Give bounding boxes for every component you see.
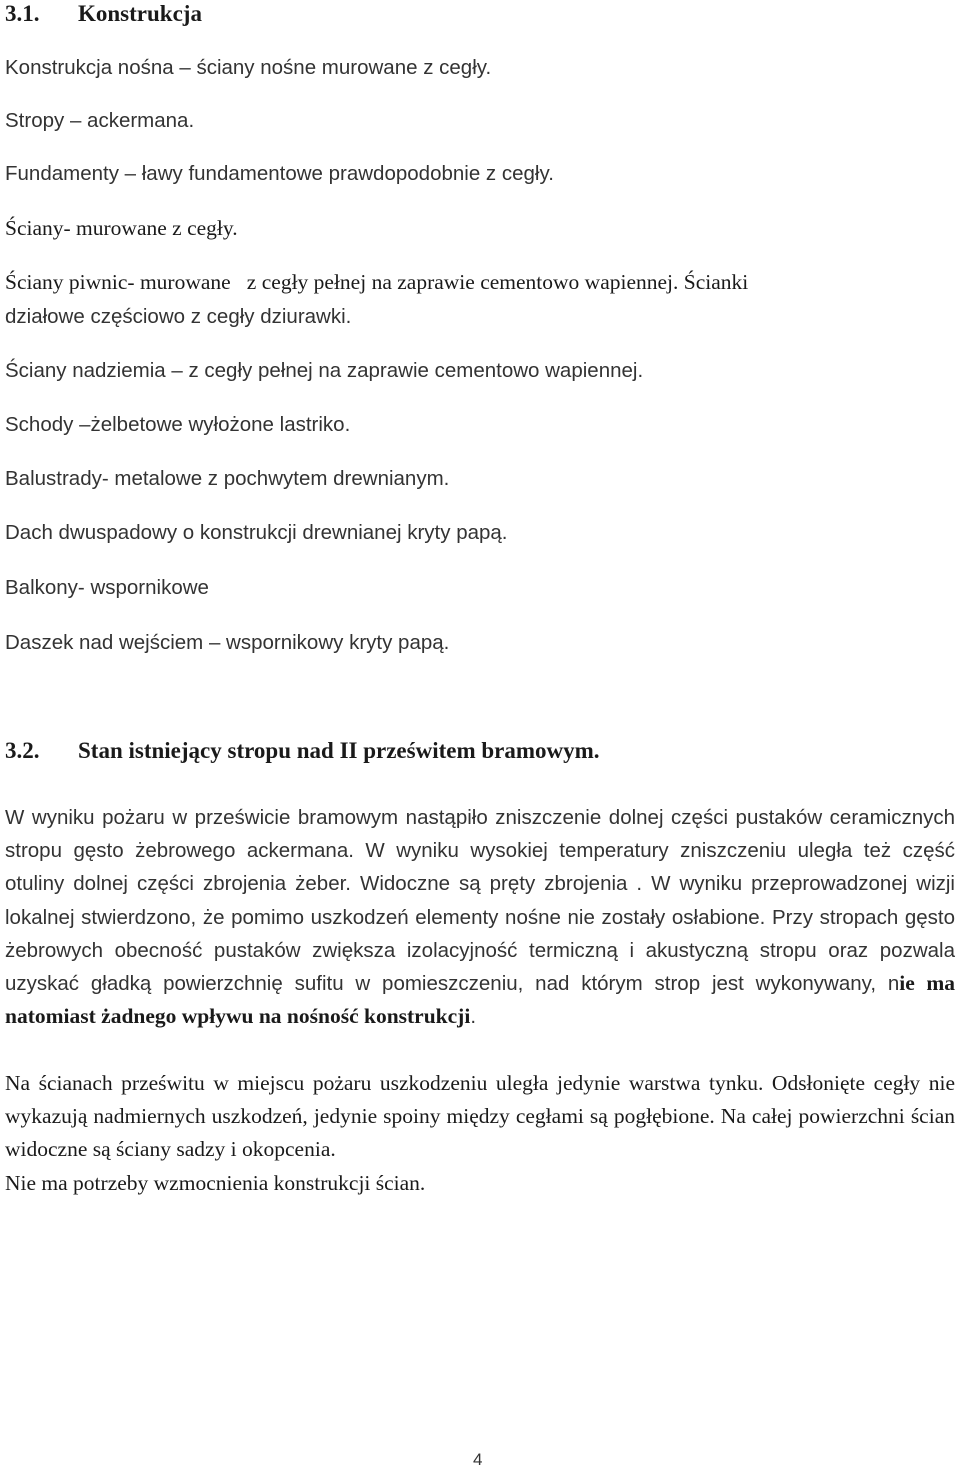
text-line: Konstrukcja nośna – ściany nośne murowane z cegły. (5, 56, 492, 79)
text-line: Stropy – ackermana. (5, 109, 195, 132)
section-heading-konstrukcja (5, 0, 202, 28)
text-line: Ściany- murowane z cegły. (5, 216, 238, 240)
text-line: Fundamenty – ławy fundamentowe prawdopodobnie z cegły. (5, 162, 554, 185)
paragraph-end: . (470, 1005, 477, 1029)
paragraph-conclusion: Nie ma potrzeby wzmocnienia konstrukcji ścian. (5, 1171, 426, 1195)
page-number: 4 (473, 1450, 483, 1469)
paragraph-emphasis: ie ma natomiast żadnego wpływu na nośność konstrukcji (5, 971, 955, 1029)
section-title: Konstrukcja (78, 1, 202, 26)
section-number: 3.2. (5, 738, 40, 763)
paragraph-text: W wyniku pożaru w prześwicie bramowym nastąpiło zniszczenie dolnej części pustaków ceramicznych stropu gęsto żebrowego ackermana. W wyniku wysokiej temperatury zniszczeniu uległa też część otuliny dolnej części zbrojenia żeber. Widoczne są pręty zbrojenia . W wyniku przeprowadzonej wizji lokalnej stwierdzono, że pomimo uszkodzeń elementy nośne nie zostały osłabione. Przy stropach gęsto żebrowych obecność pustaków zwiększa izolacyjność termiczną i akustyczną stropu oraz pozwala uzyskać gładką powierzchnię sufitu w pomieszczeniu, nad którym strop jest wykonywany, n (5, 806, 955, 996)
section-title: Stan istniejący stropu nad II prześwitem bramowym. (78, 738, 600, 763)
text-line: Daszek nad wejściem – wspornikowy kryty papą. (5, 631, 450, 654)
text-line: działowe częściowo z cegły dziurawki. (5, 305, 352, 328)
text-line: Schody –żelbetowe wyłożone lastriko. (5, 413, 351, 436)
text-line: Ściany nadziemia – z cegły pełnej na zaprawie cementowo wapiennej. (5, 359, 644, 382)
text-line: Ściany piwnic- murowane z cegły pełnej na zaprawie cementowo wapiennej. Ścianki (5, 270, 749, 294)
text-line: Balkony- wspornikowe (5, 576, 209, 599)
section-heading-stan-istniejacy (5, 737, 600, 765)
section-number: 3.1. (5, 1, 40, 26)
paragraph-walls: Na ścianach prześwitu w miejscu pożaru uszkodzeniu uległa jedynie warstwa tynku. Odsłonięte cegły nie wykazują nadmiernych uszkodzeń, jedynie spoiny między cegłami są pogłębione. Na całej powierzchni ścian widoczne są ściany sadzy i okopcenia. (5, 1071, 955, 1162)
text-line: Dach dwuspadowy o konstrukcji drewnianej kryty papą. (5, 521, 508, 544)
text-line: Balustrady- metalowe z pochwytem drewnianym. (5, 467, 450, 490)
paragraph-damage-description (5, 801, 955, 1033)
